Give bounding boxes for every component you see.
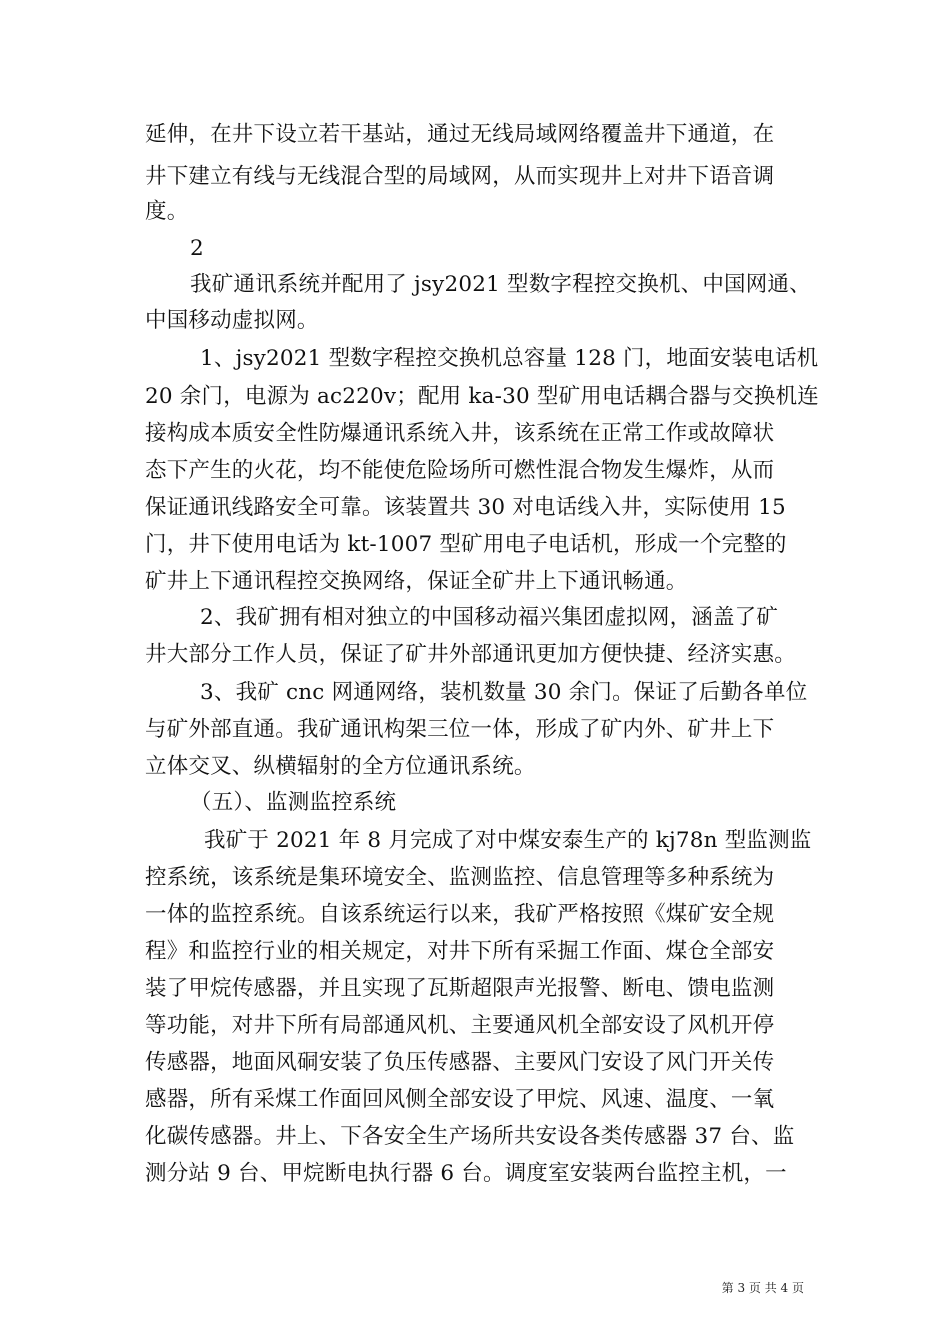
paragraph-line: 感器，所有采煤工作面回风侧全部安设了甲烷、风速、温度、一氧 <box>145 1087 775 1112</box>
paragraph-line: 门，井下使用电话为 kt-1007 型矿用电子电话机，形成一个完整的 <box>145 532 787 557</box>
paragraph-line: 我矿于 2021 年 8 月完成了对中煤安泰生产的 kj78n 型监测监 <box>204 828 812 853</box>
paragraph-line: 化碳传感器。井上、下各安全生产场所共安设各类传感器 37 台、监 <box>145 1124 795 1149</box>
paragraph-line: 中国移动虚拟网。 <box>145 308 319 333</box>
paragraph-line: 3、我矿 cnc 网通网络，装机数量 30 余门。保证了后勤各单位 <box>200 680 808 705</box>
paragraph-line: 2、我矿拥有相对独立的中国移动福兴集团虚拟网，涵盖了矿 <box>200 605 779 630</box>
paragraph-line: 一体的监控系统。自该系统运行以来，我矿严格按照《煤矿安全规 <box>145 902 775 927</box>
paragraph-line: 井大部分工作人员，保证了矿井外部通讯更加方便快捷、经济实惠。 <box>145 642 797 667</box>
paragraph-line: 态下产生的火花，均不能使危险场所可燃性混合物发生爆炸，从而 <box>145 458 775 483</box>
page-number-footer: 第 3 页 共 4 页 <box>721 1281 804 1295</box>
paragraph-line: 1、jsy2021 型数字程控交换机总容量 128 门，地面安装电话机 <box>200 346 819 371</box>
paragraph-line: 立体交叉、纵横辐射的全方位通讯系统。 <box>145 754 536 779</box>
paragraph-line: 装了甲烷传感器，并且实现了瓦斯超限声光报警、断电、馈电监测 <box>145 976 775 1001</box>
paragraph-line: 接构成本质安全性防爆通讯系统入井，该系统在正常工作或故障状 <box>145 421 775 446</box>
section-number: 2 <box>190 236 204 261</box>
paragraph-line: 控系统，该系统是集环境安全、监测监控、信息管理等多种系统为 <box>145 865 775 890</box>
paragraph-line: 传感器，地面风硐安装了负压传感器、主要风门安设了风门开关传 <box>145 1050 775 1075</box>
paragraph-line: 井下建立有线与无线混合型的局域网，从而实现井上对井下语音调 <box>145 164 775 189</box>
paragraph-line: 矿井上下通讯程控交换网络，保证全矿井上下通讯畅通。 <box>145 569 688 594</box>
paragraph-line: 延伸，在井下设立若干基站，通过无线局域网络覆盖井下通道，在 <box>145 122 775 147</box>
paragraph-line: 我矿通讯系统并配用了 jsy2021 型数字程控交换机、中国网通、 <box>190 272 811 297</box>
paragraph-line: 程》和监控行业的相关规定，对井下所有采掘工作面、煤仓全部安 <box>145 939 775 964</box>
paragraph-line: 与矿外部直通。我矿通讯构架三位一体，形成了矿内外、矿井上下 <box>145 717 775 742</box>
paragraph-line: 等功能，对井下所有局部通风机、主要通风机全部安设了风机开停 <box>145 1013 775 1038</box>
paragraph-line: 测分站 9 台、甲烷断电执行器 6 台。调度室安装两台监控主机，一 <box>145 1161 787 1186</box>
paragraph-line: 20 余门，电源为 ac220v；配用 ka-30 型矿用电话耦合器与交换机连 <box>145 384 820 409</box>
section-heading: （五）、监测监控系统 <box>190 790 397 815</box>
paragraph-line: 度。 <box>145 199 189 224</box>
paragraph-line: 保证通讯线路安全可靠。该装置共 30 对电话线入井，实际使用 15 <box>145 495 786 520</box>
